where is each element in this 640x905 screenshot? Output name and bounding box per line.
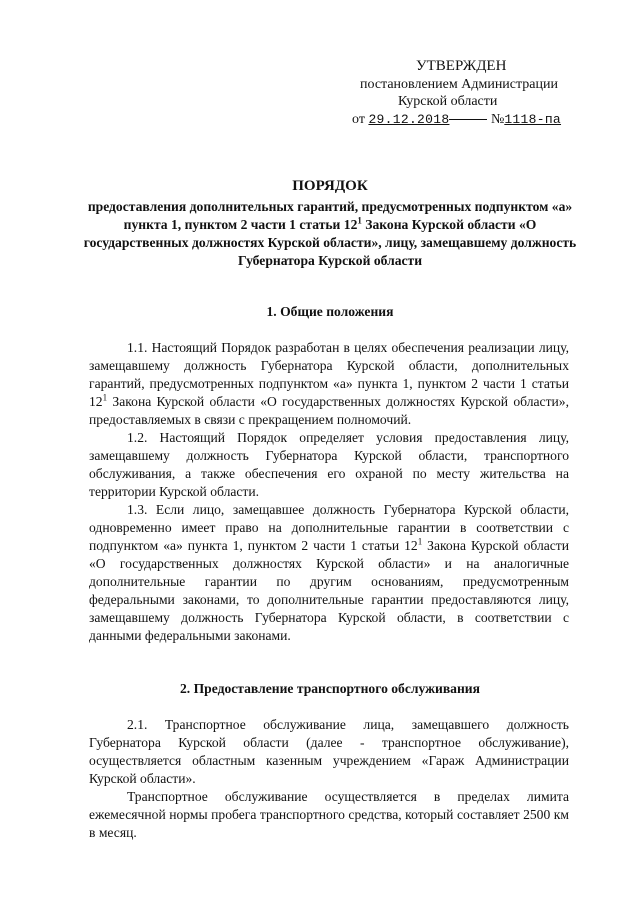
- section-1-heading: 1. Общие положения: [266, 304, 394, 319]
- paragraph-1-2: 1.2. Настоящий Порядок определяет условия предоставления лицу, замещавшему должность Губернатора Курской области, транспортного обслуживания, а также обеспечения его охраной по месту жительства на территории Курской области.: [89, 430, 569, 499]
- subtitle-text-2: Закона Курской области «О государственных должностях Курской области», лицу, замещавшему должность Губернатора Курской области: [83, 217, 577, 268]
- paragraph-2-1: 2.1. Транспортное обслуживание лица, замещавшего должность Губернатора Курской области (далее - транспортное обслуживание), осуществляется областным казенным учреждением «Гараж Администрации Курской области».: [89, 717, 569, 786]
- paragraph-1-3: [89, 501, 569, 645]
- paragraph-1-1-text-b: Закона Курской области «О государственных должностях Курской области», предоставляемых в связи с прекращением полномочий.: [89, 394, 569, 427]
- paragraph-1-1: [89, 339, 569, 429]
- paragraph-1-1-sup: 1: [102, 392, 108, 403]
- paragraph-2-2: Транспортное обслуживание осуществляется в пределах лимита ежемесячной нормы пробега транспортного средства, который составляет 2500 км в месяц.: [89, 789, 569, 840]
- document-title: ПОРЯДОК: [292, 178, 368, 194]
- approval-date-line: [352, 111, 592, 129]
- paragraph-1-1-text-a: 1.1. Настоящий Порядок разработан в целях обеспечения реализации лицу, замещавшему должность Губернатора Курской области, дополнительных гарантий, предусмотренных подпунктом «а» пункта 1, пунктом 2 части 1 статьи 12: [89, 340, 569, 409]
- section-2-heading: 2. Предоставление транспортного обслуживания: [180, 681, 480, 696]
- approval-block: [352, 58, 592, 128]
- paragraph-1-3-text-b: Закона Курской области «О государственных должностях Курской области» и на аналогичные дополнительные гарантии по другим основаниям, предусмотренным федеральными законами, то дополнительные гарантии предоставляются лицу, замещавшему должность Губернатора Курской области, в соответствии с данными федеральными законами.: [89, 538, 570, 643]
- approval-date: 29.12.2018: [368, 111, 450, 127]
- paragraph-1-3-text-a: 1.3. Если лицо, замещавшее должность Губернатора Курской области, одновременно имеет право на дополнительные гарантии в соответствии с подпунктом «а» пункта 1, пунктом 2 части 1 статьи 12: [89, 502, 569, 553]
- document-subtitle: [80, 198, 580, 270]
- date-prefix: от: [352, 111, 365, 127]
- subtitle-text-1: предоставления дополнительных гарантий, предусмотренных подпунктом «а» пункта 1, пунктом 2 части 1 статьи 12: [87, 199, 573, 232]
- approval-title: УТВЕРЖДЕН: [416, 58, 507, 74]
- section-1-body: [89, 339, 569, 645]
- approval-number: 1118-па: [504, 111, 562, 127]
- subtitle-superscript: 1: [357, 215, 362, 226]
- paragraph-1-3-sup: 1: [417, 536, 423, 547]
- date-underline: [449, 119, 487, 120]
- approval-issuer: постановлением Администрации: [360, 76, 558, 92]
- approval-region: Курской области: [398, 94, 498, 109]
- section-2-body: [89, 716, 569, 842]
- number-prefix: №: [490, 111, 505, 127]
